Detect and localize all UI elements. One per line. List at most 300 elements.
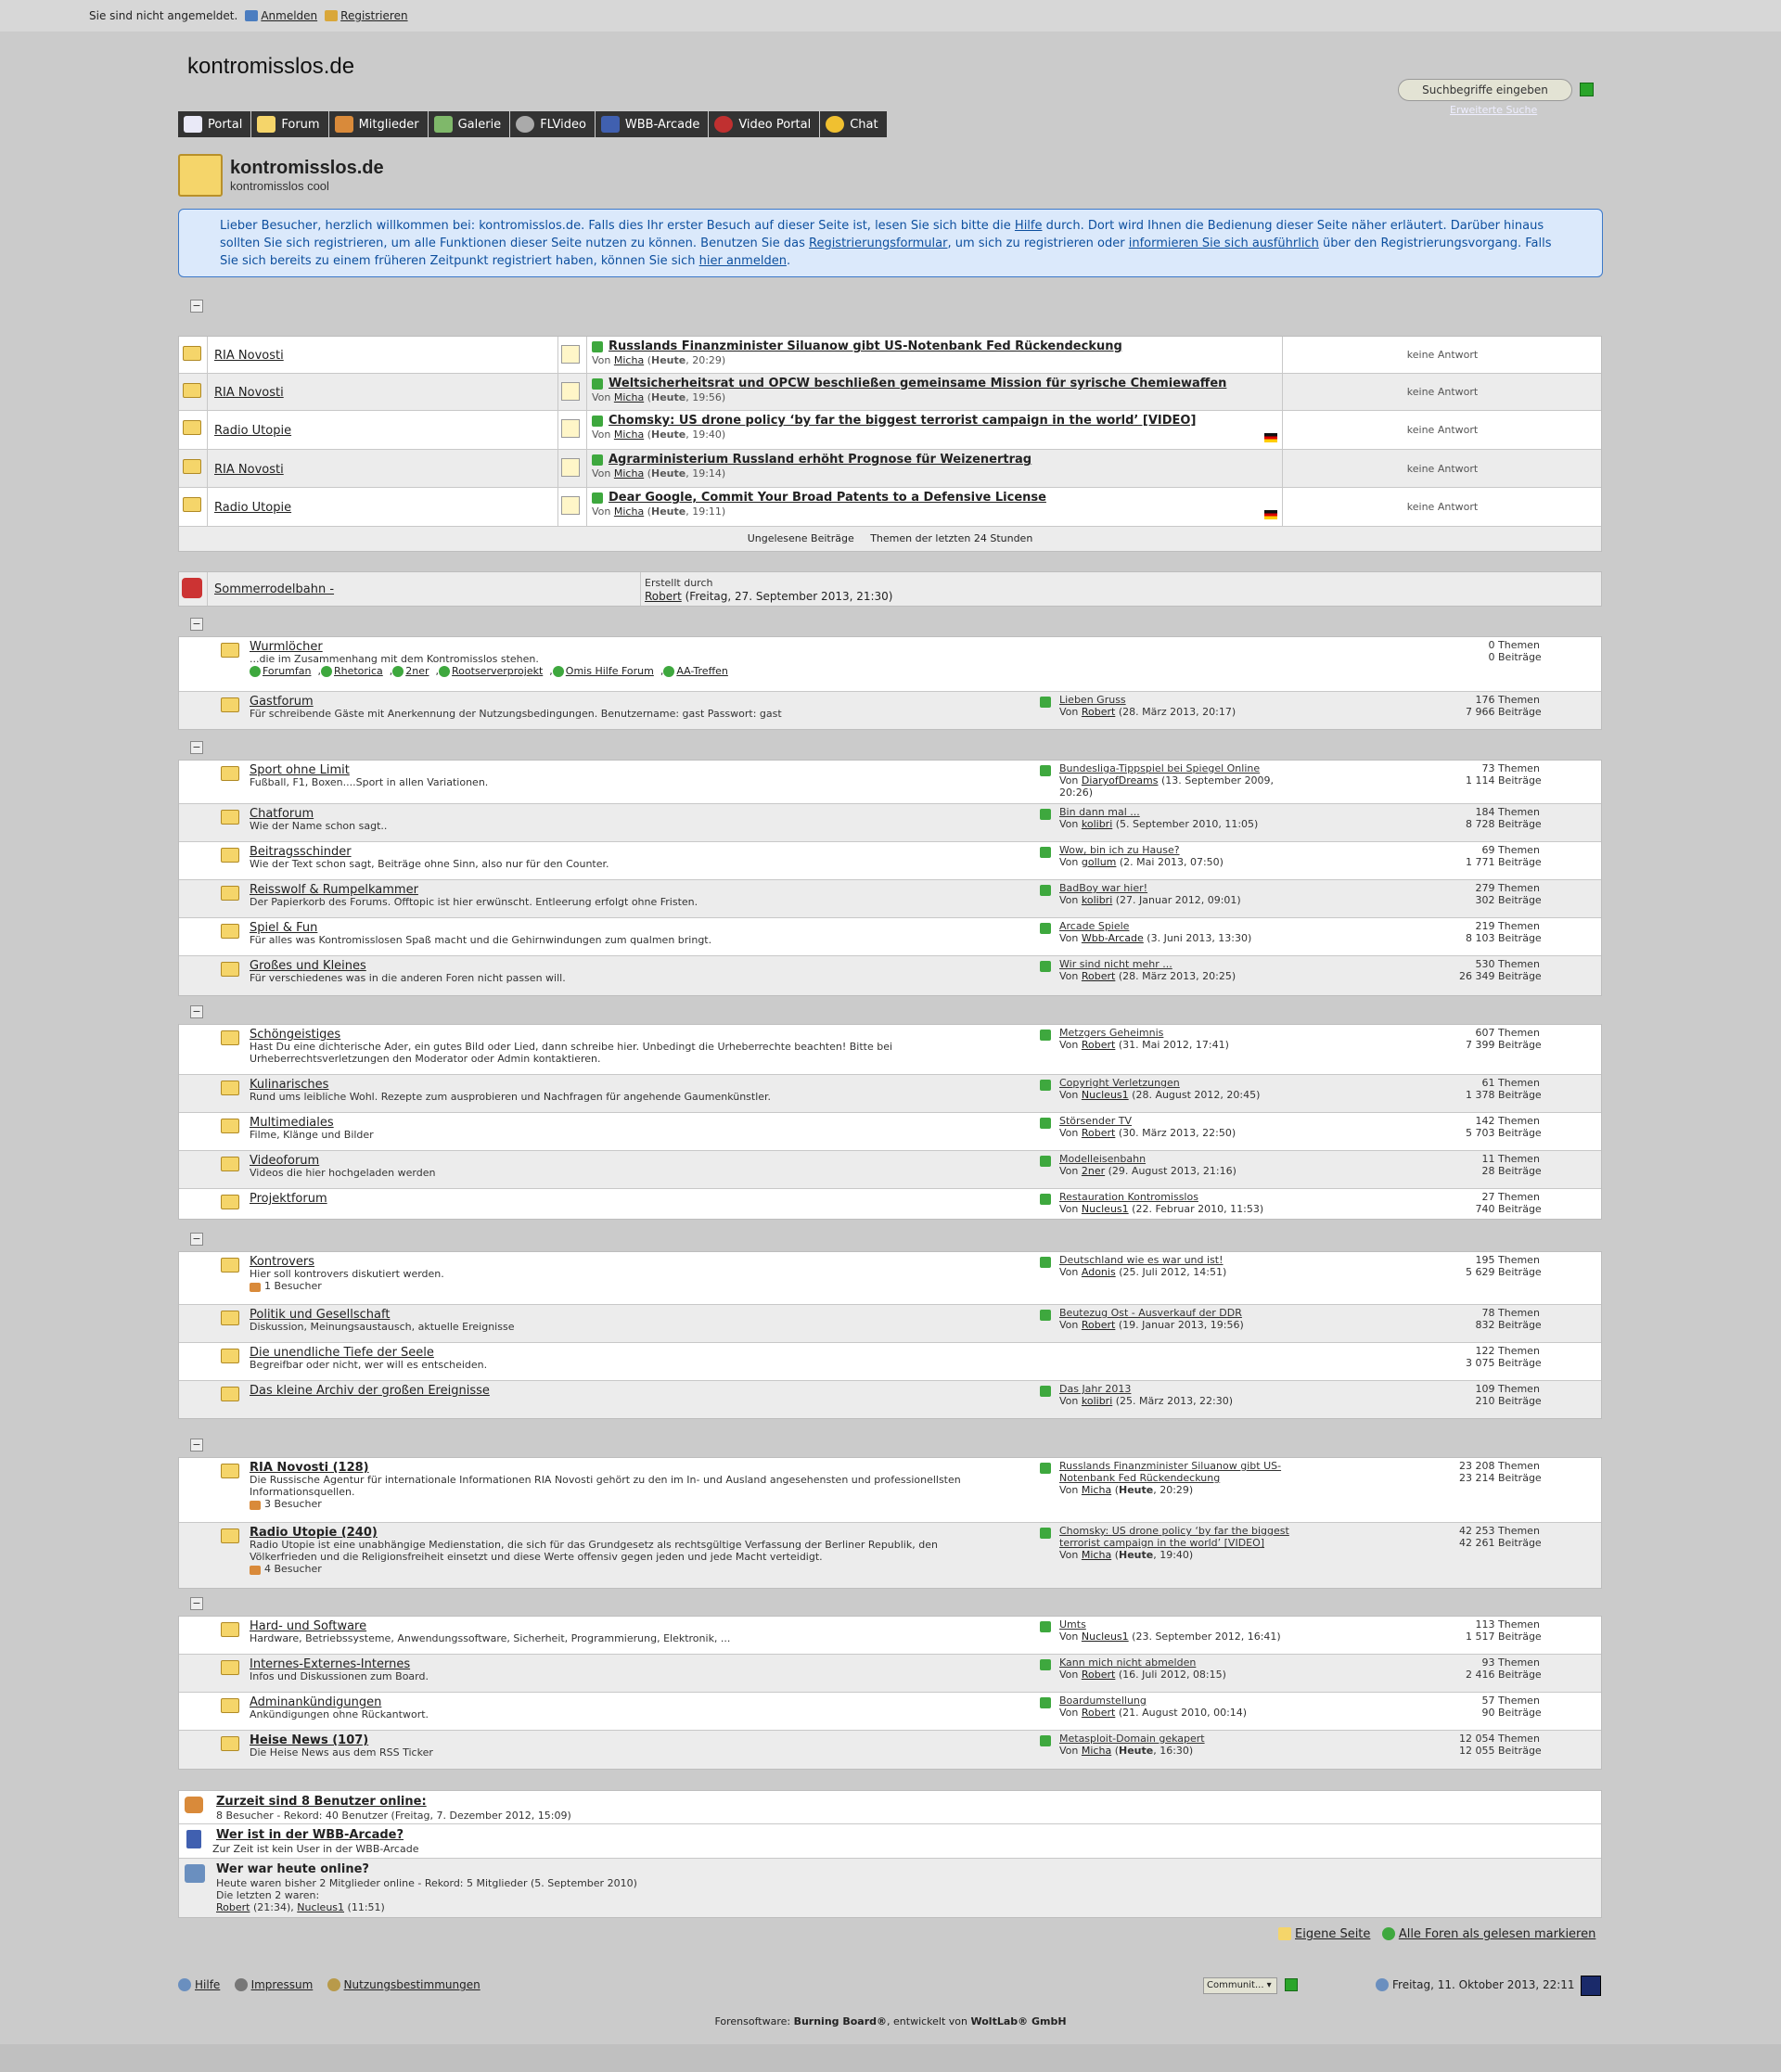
forum-stats <box>1422 1307 1543 1331</box>
date-time: , 19:56) <box>685 391 726 403</box>
posts-count: 1 517 <box>1466 1631 1495 1643</box>
last-post-link[interactable]: Boardumstellung <box>1059 1695 1147 1707</box>
subforum-icon <box>553 666 564 677</box>
forum-link[interactable]: Sport ohne Limit <box>250 763 350 777</box>
forum-row <box>179 692 1601 729</box>
themes-count: 219 <box>1475 920 1495 932</box>
goto-last-post-icon[interactable] <box>1040 1080 1051 1091</box>
posts-line <box>1422 1537 1543 1549</box>
goto-last-post-icon[interactable] <box>1040 1621 1051 1632</box>
themes-count: 122 <box>1475 1345 1495 1357</box>
goto-last-post-icon[interactable] <box>1040 1735 1051 1746</box>
users-online-icon <box>185 1797 203 1813</box>
nav-forum[interactable]: Forum <box>251 111 327 137</box>
themes-label: Themen <box>1498 1027 1540 1039</box>
goto-new-post-icon[interactable] <box>592 341 603 352</box>
author-link[interactable]: Nucleus1 <box>1081 1631 1129 1643</box>
forum-row <box>179 1305 1601 1343</box>
forum-link[interactable]: Heise News (107) <box>250 1733 369 1747</box>
themes-count: 0 <box>1488 639 1495 651</box>
folder-icon <box>221 1349 239 1363</box>
themes-count: 530 <box>1475 958 1495 970</box>
goto-last-post-icon[interactable] <box>1040 1697 1051 1708</box>
last-post-link[interactable]: Wow, bin ich zu Hause? <box>1059 844 1180 856</box>
forum-row <box>179 1343 1601 1381</box>
author-link[interactable]: Micha <box>613 428 645 441</box>
themes-label: Themen <box>1498 1733 1540 1745</box>
last-post-link[interactable]: Copyright Verletzungen <box>1059 1077 1180 1089</box>
folder-icon <box>221 697 239 712</box>
chat-icon <box>826 116 844 133</box>
last-post-link[interactable]: Beutezug Ost - Ausverkauf der DDR <box>1059 1307 1242 1319</box>
subforum-link[interactable]: 2ner <box>405 665 429 677</box>
forum-row <box>179 1151 1601 1189</box>
last-post-date: 20:26) <box>1059 787 1093 799</box>
last-post-link[interactable]: Notenbank Fed Rückendeckung <box>1059 1472 1221 1484</box>
goto-last-post-icon[interactable] <box>1040 1310 1051 1321</box>
date-day: Heute <box>1118 1549 1154 1561</box>
posts-line <box>1422 970 1543 982</box>
collapse-toggle[interactable]: − <box>190 741 203 754</box>
author-link[interactable]: Micha <box>613 467 645 480</box>
goto-last-post-icon[interactable] <box>1040 1659 1051 1670</box>
nav-video-portal[interactable]: Video Portal <box>709 111 819 137</box>
footer-terms-link[interactable]: Nutzungsbestimmungen <box>343 1978 480 1991</box>
author-link[interactable]: Robert <box>1081 1127 1116 1139</box>
nav-flvideo[interactable]: FLVideo <box>510 111 595 137</box>
board-link[interactable]: Radio Utopie <box>214 501 292 515</box>
help-icon <box>178 1978 191 1991</box>
forum-link[interactable]: Politik und Gesellschaft <box>250 1308 391 1322</box>
author-link[interactable]: 2ner <box>1081 1165 1106 1177</box>
folder-icon <box>221 643 239 658</box>
open-paren: ( <box>1114 1549 1119 1561</box>
by-label: Von <box>1059 1266 1079 1278</box>
last-post-link[interactable]: Das Jahr 2013 <box>1059 1383 1132 1395</box>
today-user-nucleus1[interactable]: Nucleus1 <box>297 1901 345 1913</box>
posts-label: Beiträge <box>1498 856 1542 868</box>
posts-line <box>1422 1127 1543 1139</box>
themes-line <box>1422 1695 1543 1707</box>
subforum-icon <box>321 666 332 677</box>
gallery-title[interactable]: Sommerrodelbahn - <box>214 582 335 596</box>
posts-count: 210 <box>1475 1395 1495 1407</box>
thread-title-link[interactable]: Chomsky: US drone policy ‘by far the biggest terrorist campaign in the world’ [VIDEO] <box>609 414 1197 428</box>
forum-row <box>179 842 1601 880</box>
author-link[interactable]: DiaryofDreams <box>1081 774 1159 787</box>
open-paren: ( <box>647 354 651 366</box>
themes-count: 27 <box>1481 1191 1495 1203</box>
gallery-box <box>178 571 1602 607</box>
posts-count: 23 214 <box>1459 1472 1495 1484</box>
registration-info-link[interactable]: informieren Sie sich ausführlich <box>1128 237 1319 250</box>
subforum-icon <box>663 666 674 677</box>
forum-row <box>179 1252 1601 1305</box>
forum-row <box>179 1075 1601 1113</box>
author-link[interactable]: Robert <box>1081 1039 1116 1051</box>
forum-link[interactable]: Radio Utopie (240) <box>250 1526 378 1540</box>
german-flag-icon <box>1264 433 1277 442</box>
thread-title-link[interactable]: Russlands Finanzminister Siluanow gibt US-Notenbank Fed Rückendeckung <box>609 339 1122 353</box>
goto-new-post-icon[interactable] <box>592 416 603 427</box>
themes-count: 12 054 <box>1459 1733 1495 1745</box>
forum-link[interactable]: Schöngeistiges <box>250 1028 341 1042</box>
last-post-link[interactable]: Chomsky: US drone policy ‘by far the biggest <box>1059 1525 1289 1537</box>
visitors-icon <box>250 1566 261 1575</box>
nav-members[interactable]: Mitglieder <box>329 111 428 137</box>
posts-count: 90 <box>1481 1707 1495 1719</box>
themes-line <box>1422 1733 1543 1745</box>
goto-last-post-icon[interactable] <box>1040 885 1051 896</box>
thread-icon <box>561 496 580 515</box>
nav-chat[interactable]: Chat <box>820 111 886 137</box>
posts-line <box>1422 1039 1543 1051</box>
arcade-text: Zur Zeit ist kein User in der WBB-Arcade <box>212 1843 419 1855</box>
page-header <box>178 154 384 197</box>
thread-icon <box>561 345 580 364</box>
forum-stats <box>1422 1115 1543 1139</box>
forum-link[interactable]: Projektforum <box>250 1192 327 1206</box>
online-title[interactable]: Zurzeit sind 8 Benutzer online: <box>216 1795 427 1809</box>
author-link[interactable]: Micha <box>613 354 645 366</box>
last-post-link[interactable]: Deutschland wie es war und ist! <box>1059 1254 1224 1266</box>
themes-label: Themen <box>1498 882 1540 894</box>
posts-label: Beiträge <box>1498 932 1542 944</box>
goto-last-post-icon[interactable] <box>1040 765 1051 776</box>
last-post-link[interactable]: Russlands Finanzminister Siluanow gibt US- <box>1059 1460 1282 1472</box>
thread-title-link[interactable]: Dear Google, Commit Your Broad Patents to a Defensive License <box>609 491 1046 505</box>
date-day: Heute <box>650 428 686 441</box>
style-submit-icon[interactable] <box>1285 1978 1298 1991</box>
posts-label: Beiträge <box>1498 1707 1542 1719</box>
posts-count: 302 <box>1475 894 1495 906</box>
goto-last-post-icon[interactable] <box>1040 1257 1051 1268</box>
forum-row <box>179 761 1601 804</box>
folder-icon <box>183 497 201 512</box>
subforum-link[interactable]: Omis Hilfe Forum <box>565 665 654 677</box>
last-post-date: (5. September 2010, 11:05) <box>1115 818 1259 830</box>
login-here-link[interactable]: hier anmelden <box>698 254 787 268</box>
themes-line <box>1422 882 1543 894</box>
forum-row <box>179 1381 1601 1418</box>
nav-arcade[interactable]: WBB-Arcade <box>596 111 708 137</box>
author-link[interactable]: Micha <box>613 505 645 518</box>
board-link[interactable]: Radio Utopie <box>214 424 292 438</box>
goto-last-post-icon[interactable] <box>1040 1194 1051 1205</box>
forum-row <box>179 1025 1601 1075</box>
author-link[interactable]: Wbb-Arcade <box>1081 932 1144 944</box>
last-post-date: (3. Juni 2013, 13:30) <box>1147 932 1252 944</box>
last-24h-link[interactable]: Themen der letzten 24 Stunden <box>870 532 1033 544</box>
collapse-toggle[interactable]: − <box>190 300 203 313</box>
divider <box>586 411 587 449</box>
forum-description: Für alles was Kontromisslosen Spaß macht und die Gehirnwindungen zum qualmen bringt. <box>250 934 712 946</box>
folder-icon <box>183 383 201 398</box>
posts-count: 28 <box>1481 1165 1495 1177</box>
author-link[interactable]: Adonis <box>1081 1266 1116 1278</box>
themes-count: 42 253 <box>1459 1525 1495 1537</box>
themes-line <box>1422 639 1543 651</box>
date-day: Heute <box>1118 1484 1154 1496</box>
author-link[interactable]: Micha <box>1081 1484 1112 1496</box>
folder-icon <box>221 886 239 901</box>
author-link[interactable]: Nucleus1 <box>1081 1203 1129 1215</box>
forum-description: Völkerfrieden und die Religionsfreiheit einsetzt und diese Werte offensiv gegen jeden und jede Macht verteidigt. <box>250 1551 823 1563</box>
author-link[interactable]: Robert <box>1081 1319 1116 1331</box>
gallery-user[interactable]: Robert <box>645 590 682 603</box>
reply-count: keine Antwort <box>1406 349 1479 361</box>
board-link[interactable]: RIA Novosti <box>214 349 284 363</box>
posts-line <box>1422 856 1543 868</box>
search-input[interactable]: Suchbegriffe eingeben <box>1398 79 1572 101</box>
collapse-toggle[interactable]: − <box>190 1439 203 1452</box>
forum-description: Für schreibende Gäste mit Anerkennung der Nutzungsbedingungen. Benutzername: gast Passwort: gast <box>250 708 782 720</box>
by-label: Von <box>1059 1669 1079 1681</box>
posts-line <box>1422 1669 1543 1681</box>
forum-link[interactable]: Kontrovers <box>250 1255 314 1269</box>
today-user-robert[interactable]: Robert <box>216 1901 250 1913</box>
last-post-link[interactable]: Bundesliga-Tippspiel bei Spiegel Online <box>1059 762 1261 774</box>
folder-icon <box>221 766 239 781</box>
login-link[interactable]: Anmelden <box>261 9 318 22</box>
last-post-link[interactable]: Kann mich nicht abmelden <box>1059 1656 1197 1669</box>
by-label: Von <box>1059 1203 1079 1215</box>
gallery-photo-icon <box>182 578 202 598</box>
divider <box>207 450 208 487</box>
posts-count: 5 629 <box>1466 1266 1495 1278</box>
goto-last-post-icon[interactable] <box>1040 923 1051 934</box>
folder-icon <box>221 924 239 939</box>
posts-count: 8 103 <box>1466 932 1495 944</box>
last-post-date: (19. Januar 2013, 19:56) <box>1118 1319 1244 1331</box>
last-post-link[interactable]: Bin dann mal ... <box>1059 806 1140 818</box>
author-link[interactable]: Micha <box>613 391 645 403</box>
author-link[interactable]: Micha <box>1081 1745 1112 1757</box>
posts-label: Beiträge <box>1498 1631 1542 1643</box>
by-label: Von <box>592 354 611 366</box>
themes-count: 184 <box>1475 806 1495 818</box>
themes-line <box>1422 1115 1543 1127</box>
posts-label: Beiträge <box>1498 970 1542 982</box>
subforum-link[interactable]: Rhetorica <box>333 665 383 677</box>
footer-date: Freitag, 11. Oktober 2013, 22:11 <box>1392 1978 1575 1991</box>
author-link[interactable]: kolibri <box>1081 894 1113 906</box>
last-post-link[interactable]: Metasploit-Domain gekapert <box>1059 1733 1205 1745</box>
forum-stats <box>1422 639 1543 663</box>
goto-last-post-icon[interactable] <box>1040 1030 1051 1041</box>
posts-line <box>1422 1266 1543 1278</box>
divider <box>207 411 208 449</box>
forum-row <box>179 918 1601 956</box>
last-post-link[interactable]: Modelleisenbahn <box>1059 1153 1147 1165</box>
arcade-title[interactable]: Wer ist in der WBB-Arcade? <box>216 1828 404 1842</box>
footer-help-link[interactable]: Hilfe <box>195 1978 221 1991</box>
posts-line <box>1422 706 1543 718</box>
today-text-2: Die letzten 2 waren: <box>216 1889 320 1901</box>
visitors-icon <box>250 1501 261 1510</box>
by-label: Von <box>1059 1319 1079 1331</box>
posts-label: Beiträge <box>1498 818 1542 830</box>
goto-last-post-icon[interactable] <box>1040 1118 1051 1129</box>
subforum-link[interactable]: Forumfan <box>263 665 312 677</box>
mark-read-icon <box>1382 1927 1395 1940</box>
last-post-link[interactable]: BadBoy war hier! <box>1059 882 1148 894</box>
forum-row <box>179 880 1601 918</box>
unread-posts-link[interactable]: Ungelesene Beiträge <box>747 532 854 544</box>
posts-line <box>1422 1631 1543 1643</box>
posts-line <box>1422 1395 1543 1407</box>
collapse-toggle[interactable]: − <box>190 618 203 631</box>
forum-link[interactable]: Das kleine Archiv der großen Ereignisse <box>250 1384 490 1398</box>
divider <box>586 488 587 526</box>
page-title: kontromisslos.de <box>230 158 384 178</box>
last-post-date: , 19:40) <box>1153 1549 1194 1561</box>
thread-title-link[interactable]: Weltsicherheitsrat und OPCW beschließen gemeinsame Mission für syrische Chemiewaffen <box>609 377 1227 390</box>
search <box>1398 79 1572 116</box>
last-post-link[interactable]: terrorist campaign in the world’ [VIDEO] <box>1059 1537 1265 1549</box>
forum-link[interactable]: Kulinarisches <box>250 1078 329 1092</box>
board-link[interactable]: RIA Novosti <box>214 462 284 477</box>
themes-label: Themen <box>1498 844 1540 856</box>
themes-line <box>1422 1525 1543 1537</box>
registration-form-link[interactable]: Registrierungsformular <box>809 237 948 250</box>
mark-all-read-link[interactable]: Alle Foren als gelesen markieren <box>1398 1927 1596 1941</box>
folder-icon <box>221 848 239 863</box>
imprint-icon <box>235 1978 248 1991</box>
forum-link[interactable]: Beitragsschinder <box>250 845 352 859</box>
collapse-toggle[interactable]: − <box>190 1233 203 1246</box>
themes-label: Themen <box>1498 1115 1540 1127</box>
author-link[interactable]: Robert <box>1081 970 1116 982</box>
latest-post-row <box>179 488 1601 527</box>
author-link[interactable]: gollum <box>1081 856 1117 868</box>
author-link[interactable]: Robert <box>1081 1707 1116 1719</box>
subforum-link[interactable]: AA-Treffen <box>676 665 728 677</box>
posts-label: Beiträge <box>1498 706 1542 718</box>
last-post-link[interactable]: Umts <box>1059 1618 1086 1631</box>
goto-last-post-icon[interactable] <box>1040 847 1051 858</box>
forum-link[interactable]: Chatforum <box>250 807 314 821</box>
goto-last-post-icon[interactable] <box>1040 1528 1051 1539</box>
site-logo[interactable]: kontromisslos.de <box>187 54 355 79</box>
divider <box>586 374 587 410</box>
forum-link[interactable]: Reisswolf & Rumpelkammer <box>250 883 418 897</box>
footer-imprint-link[interactable]: Impressum <box>250 1978 314 1991</box>
author-link[interactable]: Nucleus1 <box>1081 1089 1129 1101</box>
author-link[interactable]: kolibri <box>1081 818 1113 830</box>
themes-count: 109 <box>1475 1383 1495 1395</box>
forum-link[interactable]: Die unendliche Tiefe der Seele <box>250 1346 434 1360</box>
thread-title-link[interactable]: Agrarministerium Russland erhöht Prognose für Weizenertrag <box>609 453 1032 467</box>
forum-description: Die Russische Agentur für internationale Informationen RIA Novosti gehört zu den im In- und Ausland angesehensten und professionellsten <box>250 1474 961 1486</box>
goto-last-post-icon[interactable] <box>1040 1156 1051 1167</box>
forum-link[interactable]: Gastforum <box>250 695 314 709</box>
themes-label: Themen <box>1498 639 1540 651</box>
forum-link[interactable]: Großes und Kleines <box>250 959 366 973</box>
forum-link[interactable]: RIA Novosti (128) <box>250 1461 369 1475</box>
thread-meta <box>592 505 725 518</box>
divider <box>557 488 558 526</box>
style-select[interactable]: Communit... ▾ <box>1203 1977 1277 1994</box>
last-post-date: , 20:29) <box>1153 1484 1194 1496</box>
nav-portal[interactable]: Portal <box>178 111 250 137</box>
goto-last-post-icon[interactable] <box>1040 697 1051 708</box>
by-label: Von <box>1059 1707 1079 1719</box>
goto-new-post-icon[interactable] <box>592 454 603 466</box>
collapse-toggle[interactable]: − <box>190 1005 203 1018</box>
date-day: Heute <box>650 391 686 403</box>
folder-icon <box>221 1119 239 1133</box>
open-paren: ( <box>647 505 651 518</box>
author-link[interactable]: kolibri <box>1081 1395 1113 1407</box>
forum-stats <box>1422 1733 1543 1757</box>
folder-icon <box>221 1195 239 1209</box>
own-page-link[interactable]: Eigene Seite <box>1295 1927 1371 1941</box>
themes-count: 57 <box>1481 1695 1495 1707</box>
help-link[interactable]: Hilfe <box>1014 219 1043 233</box>
author-link[interactable]: Robert <box>1081 1669 1116 1681</box>
forum-link[interactable]: Spiel & Fun <box>250 921 318 935</box>
forum-row <box>179 1731 1601 1769</box>
nav-gallery[interactable]: Galerie <box>429 111 510 137</box>
last-post-link[interactable]: Metzgers Geheimnis <box>1059 1027 1164 1039</box>
goto-last-post-icon[interactable] <box>1040 961 1051 972</box>
last-post-link[interactable]: Wir sind nicht mehr ... <box>1059 958 1172 970</box>
by-label: Von <box>1059 774 1079 787</box>
goto-new-post-icon[interactable] <box>592 492 603 504</box>
last-post-meta <box>1059 932 1251 944</box>
last-post-meta <box>1059 1631 1281 1643</box>
forum-link[interactable]: Internes-Externes-Internes <box>250 1657 411 1671</box>
author-link[interactable]: Micha <box>1081 1549 1112 1561</box>
forum-link[interactable]: Videoforum <box>250 1154 320 1168</box>
by-label: Von <box>1059 1165 1079 1177</box>
folder-icon <box>221 1464 239 1478</box>
advanced-search-link[interactable]: Erweiterte Suche <box>1450 104 1538 116</box>
last-post-link[interactable]: Restauration Kontromisslos <box>1059 1191 1198 1203</box>
goto-new-post-icon[interactable] <box>592 378 603 390</box>
goto-last-post-icon[interactable] <box>1040 1463 1051 1474</box>
scroll-top-icon[interactable] <box>1581 1976 1601 1996</box>
forum-link[interactable]: Wurmlöcher <box>250 640 323 654</box>
themes-line <box>1422 1345 1543 1357</box>
author-link[interactable]: Robert <box>1081 706 1116 718</box>
terms-icon <box>327 1978 340 1991</box>
subforum-link[interactable]: Rootserverprojekt <box>452 665 544 677</box>
last-post-meta <box>1059 1266 1226 1278</box>
posts-count: 0 <box>1488 651 1495 663</box>
forum-row <box>179 1523 1601 1588</box>
forum-link[interactable]: Hard- und Software <box>250 1619 367 1633</box>
register-link[interactable]: Registrieren <box>340 9 408 22</box>
search-submit-icon[interactable] <box>1580 83 1594 96</box>
forum-link[interactable]: Adminankündigungen <box>250 1695 382 1709</box>
themes-count: 607 <box>1475 1027 1495 1039</box>
goto-last-post-icon[interactable] <box>1040 809 1051 820</box>
collapse-toggle[interactable]: − <box>190 1597 203 1610</box>
goto-last-post-icon[interactable] <box>1040 1386 1051 1397</box>
board-link[interactable]: RIA Novosti <box>214 386 284 400</box>
forum-description: Begreifbar oder nicht, wer will es entscheiden. <box>250 1359 488 1371</box>
forum-description: Fußball, F1, Boxen....Sport in allen Variationen. <box>250 776 489 788</box>
forum-description: Diskussion, Meinungsaustausch, aktuelle Ereignisse <box>250 1321 515 1333</box>
forum-link[interactable]: Multimediales <box>250 1116 334 1130</box>
today-online-icon <box>185 1864 205 1883</box>
last-post-link[interactable]: Arcade Spiele <box>1059 920 1130 932</box>
last-post-date: (23. September 2012, 16:41) <box>1132 1631 1281 1643</box>
last-post-link[interactable]: Lieben Gruss <box>1059 694 1126 706</box>
last-post-link[interactable]: Störsender TV <box>1059 1115 1133 1127</box>
